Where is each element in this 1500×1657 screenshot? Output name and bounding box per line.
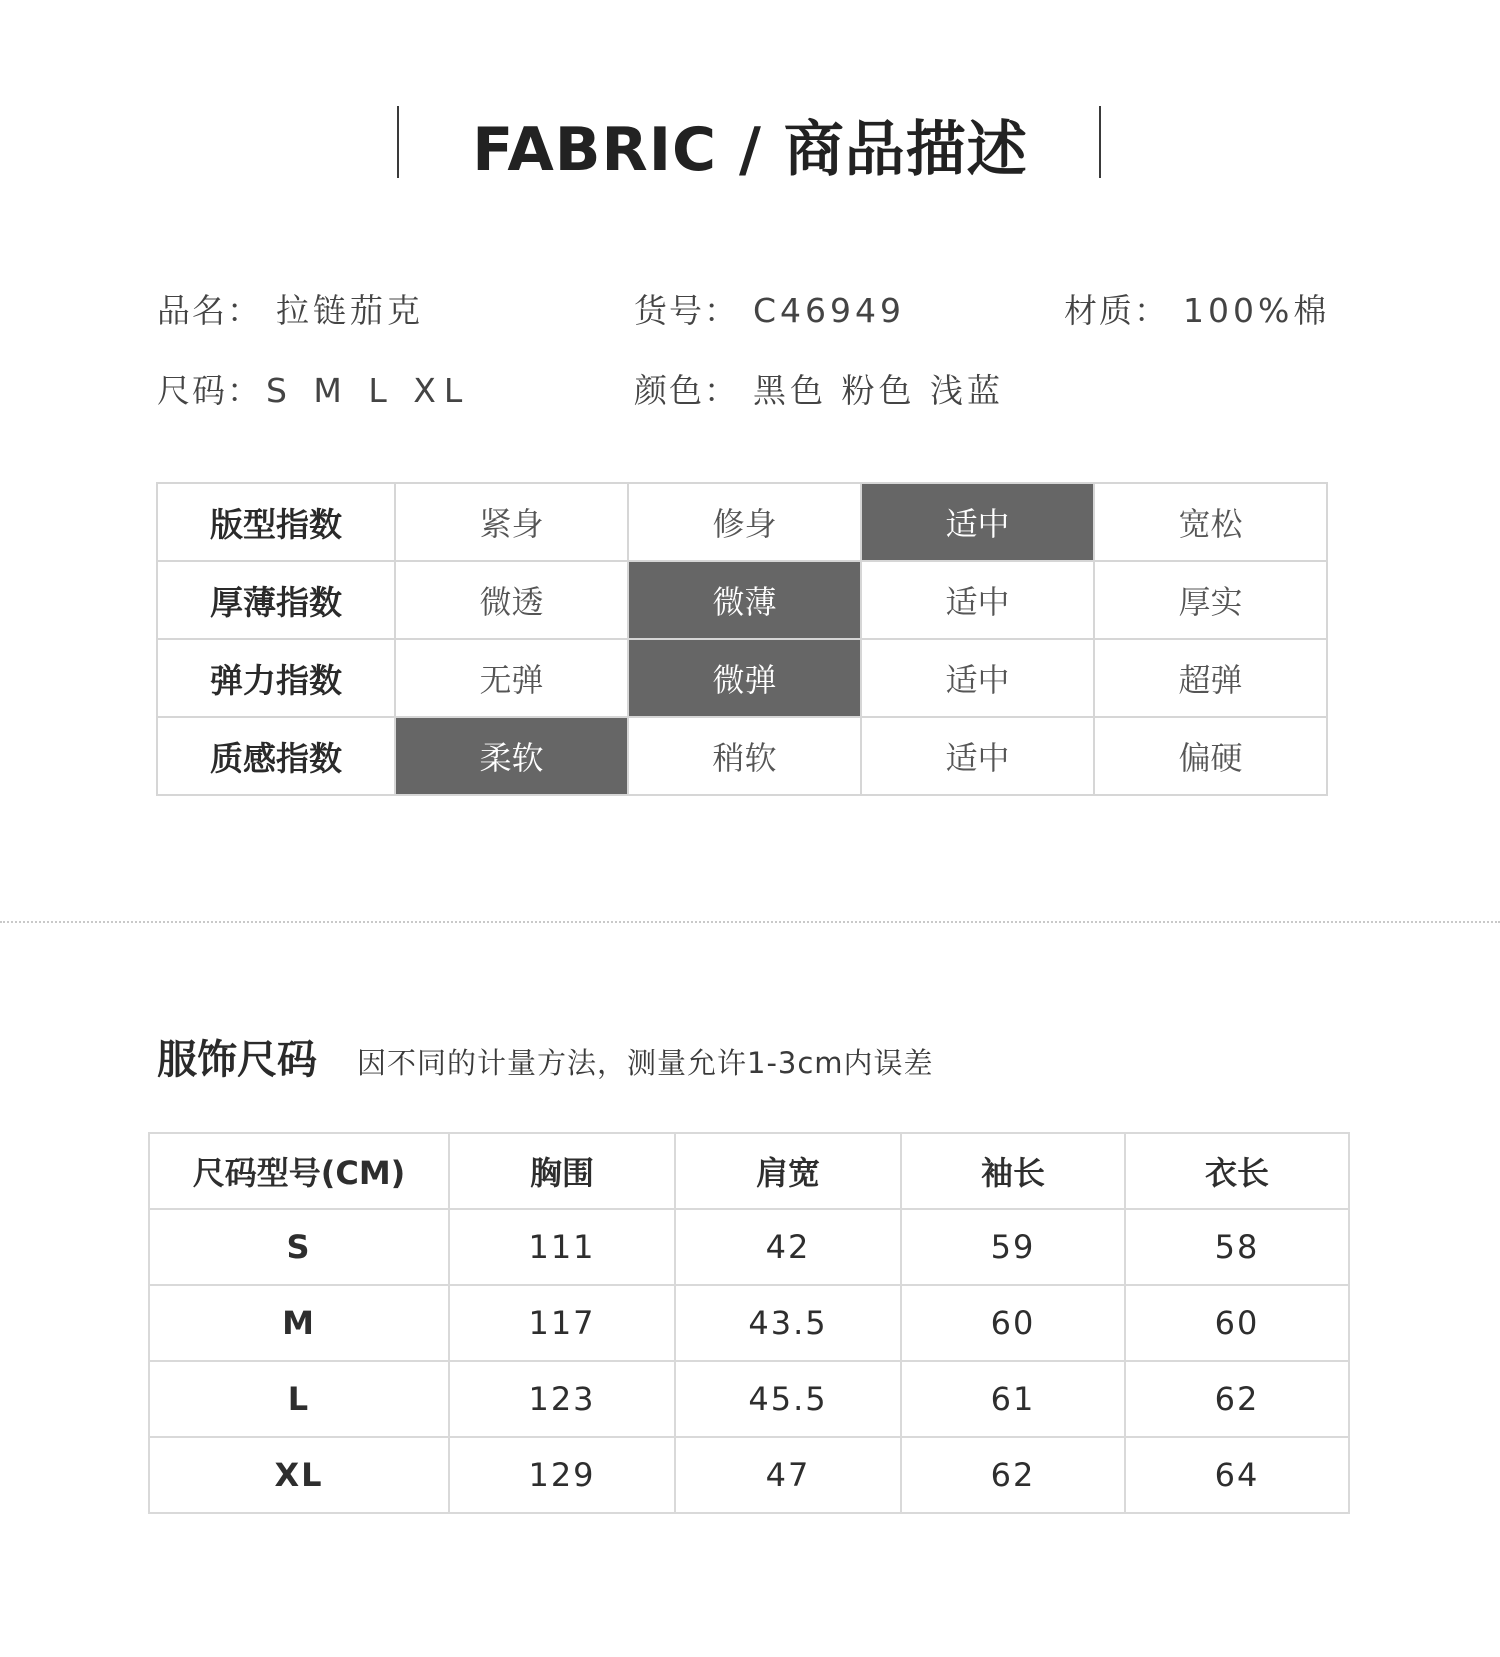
fabric-option: 紧身 (395, 483, 628, 561)
info-item-number (634, 291, 905, 331)
fabric-option: 厚实 (1094, 561, 1327, 639)
size-value-cell: 62 (1125, 1361, 1349, 1437)
size-value-cell: 111 (449, 1209, 675, 1285)
fabric-option-selected: 微弹 (628, 639, 861, 717)
size-column-header: 尺码型号(CM) (149, 1133, 449, 1209)
colors-value: 黑色 粉色 浅蓝 (753, 371, 1004, 410)
size-value-cell: 59 (901, 1209, 1125, 1285)
fabric-index-label: 厚薄指数 (157, 561, 395, 639)
fabric-option: 偏硬 (1094, 717, 1327, 795)
info-material (1064, 291, 1330, 331)
size-value-cell: 123 (449, 1361, 675, 1437)
size-chart-note: 因不同的计量方法，测量允许1-3cm内误差 (357, 1046, 934, 1080)
fabric-index-label: 质感指数 (157, 717, 395, 795)
size-label-cell: L (149, 1361, 449, 1437)
fabric-option-selected: 适中 (861, 483, 1094, 561)
fabric-index-row (157, 483, 1327, 561)
size-value-cell: 61 (901, 1361, 1125, 1437)
size-column-header: 肩宽 (675, 1133, 901, 1209)
fabric-option-selected: 柔软 (395, 717, 628, 795)
size-value-cell: 60 (1125, 1285, 1349, 1361)
size-row (149, 1361, 1349, 1437)
size-value-cell: 117 (449, 1285, 675, 1361)
fabric-option: 适中 (861, 639, 1094, 717)
size-value-cell: 58 (1125, 1209, 1349, 1285)
fabric-option: 微透 (395, 561, 628, 639)
size-column-header: 衣长 (1125, 1133, 1349, 1209)
fabric-index-row (157, 717, 1327, 795)
size-label-cell: XL (149, 1437, 449, 1513)
size-row (149, 1285, 1349, 1361)
size-value-cell: 64 (1125, 1437, 1349, 1513)
fabric-index-row (157, 639, 1327, 717)
fabric-option: 修身 (628, 483, 861, 561)
item-number-label: 货号： (634, 291, 739, 330)
fabric-option: 宽松 (1094, 483, 1327, 561)
fabric-option: 无弹 (395, 639, 628, 717)
fabric-index-label: 版型指数 (157, 483, 395, 561)
size-value-cell: 45.5 (675, 1361, 901, 1437)
size-chart-header-row (149, 1133, 1349, 1209)
size-value-cell: 60 (901, 1285, 1125, 1361)
fabric-index-label: 弹力指数 (157, 639, 395, 717)
size-value-cell: 43.5 (675, 1285, 901, 1361)
colors-label: 颜色： (634, 371, 739, 410)
size-label-cell: S (149, 1209, 449, 1285)
size-value-cell: 47 (675, 1437, 901, 1513)
page-title: FABRIC / 商品描述 (472, 115, 1028, 185)
product-name-label: 品名： (157, 291, 262, 330)
fabric-index-row (157, 561, 1327, 639)
sizes-value: S M L XL (266, 371, 471, 410)
sizes-label: 尺码： (157, 371, 262, 410)
size-chart-heading: 服饰尺码 (157, 1037, 317, 1083)
info-colors (634, 371, 1004, 411)
size-label-cell: M (149, 1285, 449, 1361)
material-label: 材质： (1064, 291, 1169, 330)
size-column-header: 袖长 (901, 1133, 1125, 1209)
size-value-cell: 42 (675, 1209, 901, 1285)
size-chart-table (148, 1132, 1350, 1514)
title-right-divider (1099, 106, 1101, 178)
info-product-name (157, 291, 424, 331)
size-row (149, 1209, 1349, 1285)
product-name-value: 拉链茄克 (276, 291, 424, 330)
fabric-option: 适中 (861, 561, 1094, 639)
fabric-option: 超弹 (1094, 639, 1327, 717)
material-value: 100%棉 (1183, 291, 1331, 330)
title-left-divider (397, 106, 399, 178)
fabric-option: 稍软 (628, 717, 861, 795)
section-divider (0, 921, 1500, 923)
size-value-cell: 129 (449, 1437, 675, 1513)
fabric-option-selected: 微薄 (628, 561, 861, 639)
info-sizes (157, 371, 470, 411)
fabric-index-table (156, 482, 1328, 796)
fabric-option: 适中 (861, 717, 1094, 795)
item-number-value: C46949 (753, 291, 906, 330)
size-value-cell: 62 (901, 1437, 1125, 1513)
size-row (149, 1437, 1349, 1513)
size-column-header: 胸围 (449, 1133, 675, 1209)
